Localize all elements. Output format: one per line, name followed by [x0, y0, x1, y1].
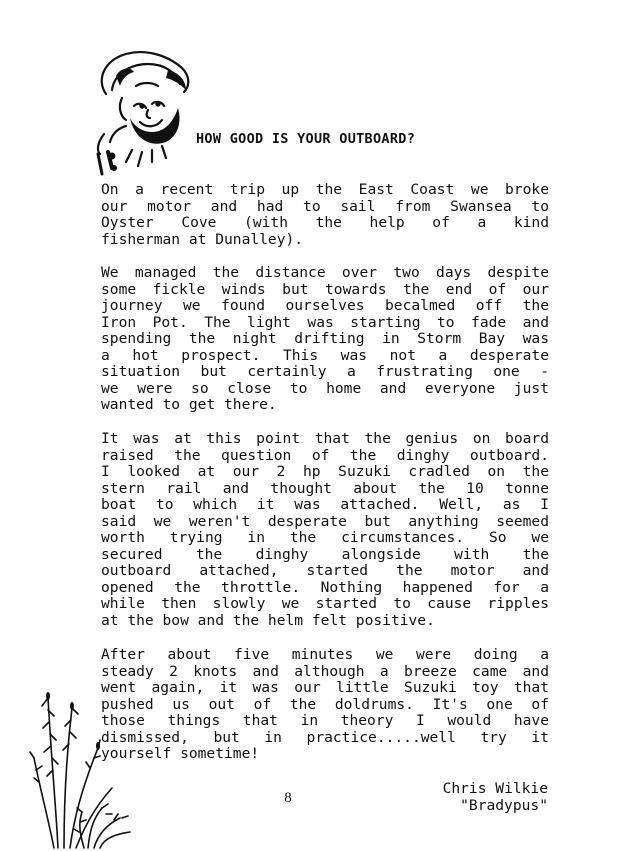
page-number: 8	[284, 790, 292, 806]
text-line: outboard attached, started the motor and	[101, 563, 549, 579]
text-line: It was at this point that the genius on board	[101, 431, 549, 447]
text-line: we were so close to home and everyone just	[101, 380, 549, 397]
text-line: Oyster Cove (with the help of a kind	[101, 215, 549, 231]
text-line: secured the dinghy alongside with the	[101, 546, 549, 563]
text-line: our motor and had to sail from Swansea to	[101, 198, 549, 215]
paragraph-4	[101, 647, 549, 763]
text-line: raised the question of the dinghy outboard.	[101, 447, 549, 464]
text-line: worth trying in the circumstances. So we	[101, 530, 549, 546]
text-line: On a recent trip up the East Coast we broke	[101, 182, 549, 198]
text-line: pushed us out of the doldrums. It's one of	[101, 696, 549, 713]
article-title: HOW GOOD IS YOUR OUTBOARD?	[196, 131, 416, 147]
text-line: while then slowly we started to cause ripples	[101, 596, 549, 612]
text-line: Iron Pot. The light was starting to fade and	[101, 314, 549, 331]
text-line: dismissed, but in practice.....well try it	[101, 729, 549, 746]
text-line: at the bow and the helm felt positive.	[101, 612, 435, 629]
text-line: I looked at our 2 hp Suzuki cradled on the	[101, 464, 549, 480]
text-line: opened the throttle. Nothing happened for a	[101, 579, 549, 596]
text-line: yourself sometime!	[101, 746, 260, 762]
text-line: After about five minutes we were doing a	[101, 647, 549, 663]
paragraph-2	[101, 265, 549, 414]
text-line: journey we found ourselves becalmed off the	[101, 298, 549, 314]
text-line: boat to which it was attached. Well, as I	[101, 497, 549, 513]
reeds-icon	[28, 688, 138, 850]
text-line: some fickle winds but towards the end of our	[101, 281, 549, 298]
text-line: those things that in theory I would have	[101, 713, 549, 729]
paragraph-3	[101, 431, 549, 629]
text-line: a hot prospect. This was not a desperate	[101, 347, 549, 364]
text-line: went again, it was our little Suzuki toy that	[101, 680, 549, 696]
fisherman-icon	[86, 46, 196, 176]
text-line: steady 2 knots and although a breeze came and	[101, 663, 549, 680]
boat-name: "Bradypus"	[460, 797, 548, 814]
author-name: Chris Wilkie	[442, 780, 548, 797]
text-line: spending the night drifting in Storm Bay was	[101, 331, 549, 347]
text-line: wanted to get there.	[101, 397, 277, 413]
text-line: fisherman at Dunalley).	[101, 231, 304, 248]
text-line: stern rail and thought about the 10 tonne	[101, 480, 549, 497]
text-line: We managed the distance over two days despite	[101, 265, 549, 281]
signature	[400, 780, 548, 814]
paragraph-1	[101, 182, 549, 248]
text-line: said we weren't desperate but anything seemed	[101, 513, 549, 530]
text-line: situation but certainly a frustrating one -	[101, 364, 549, 380]
